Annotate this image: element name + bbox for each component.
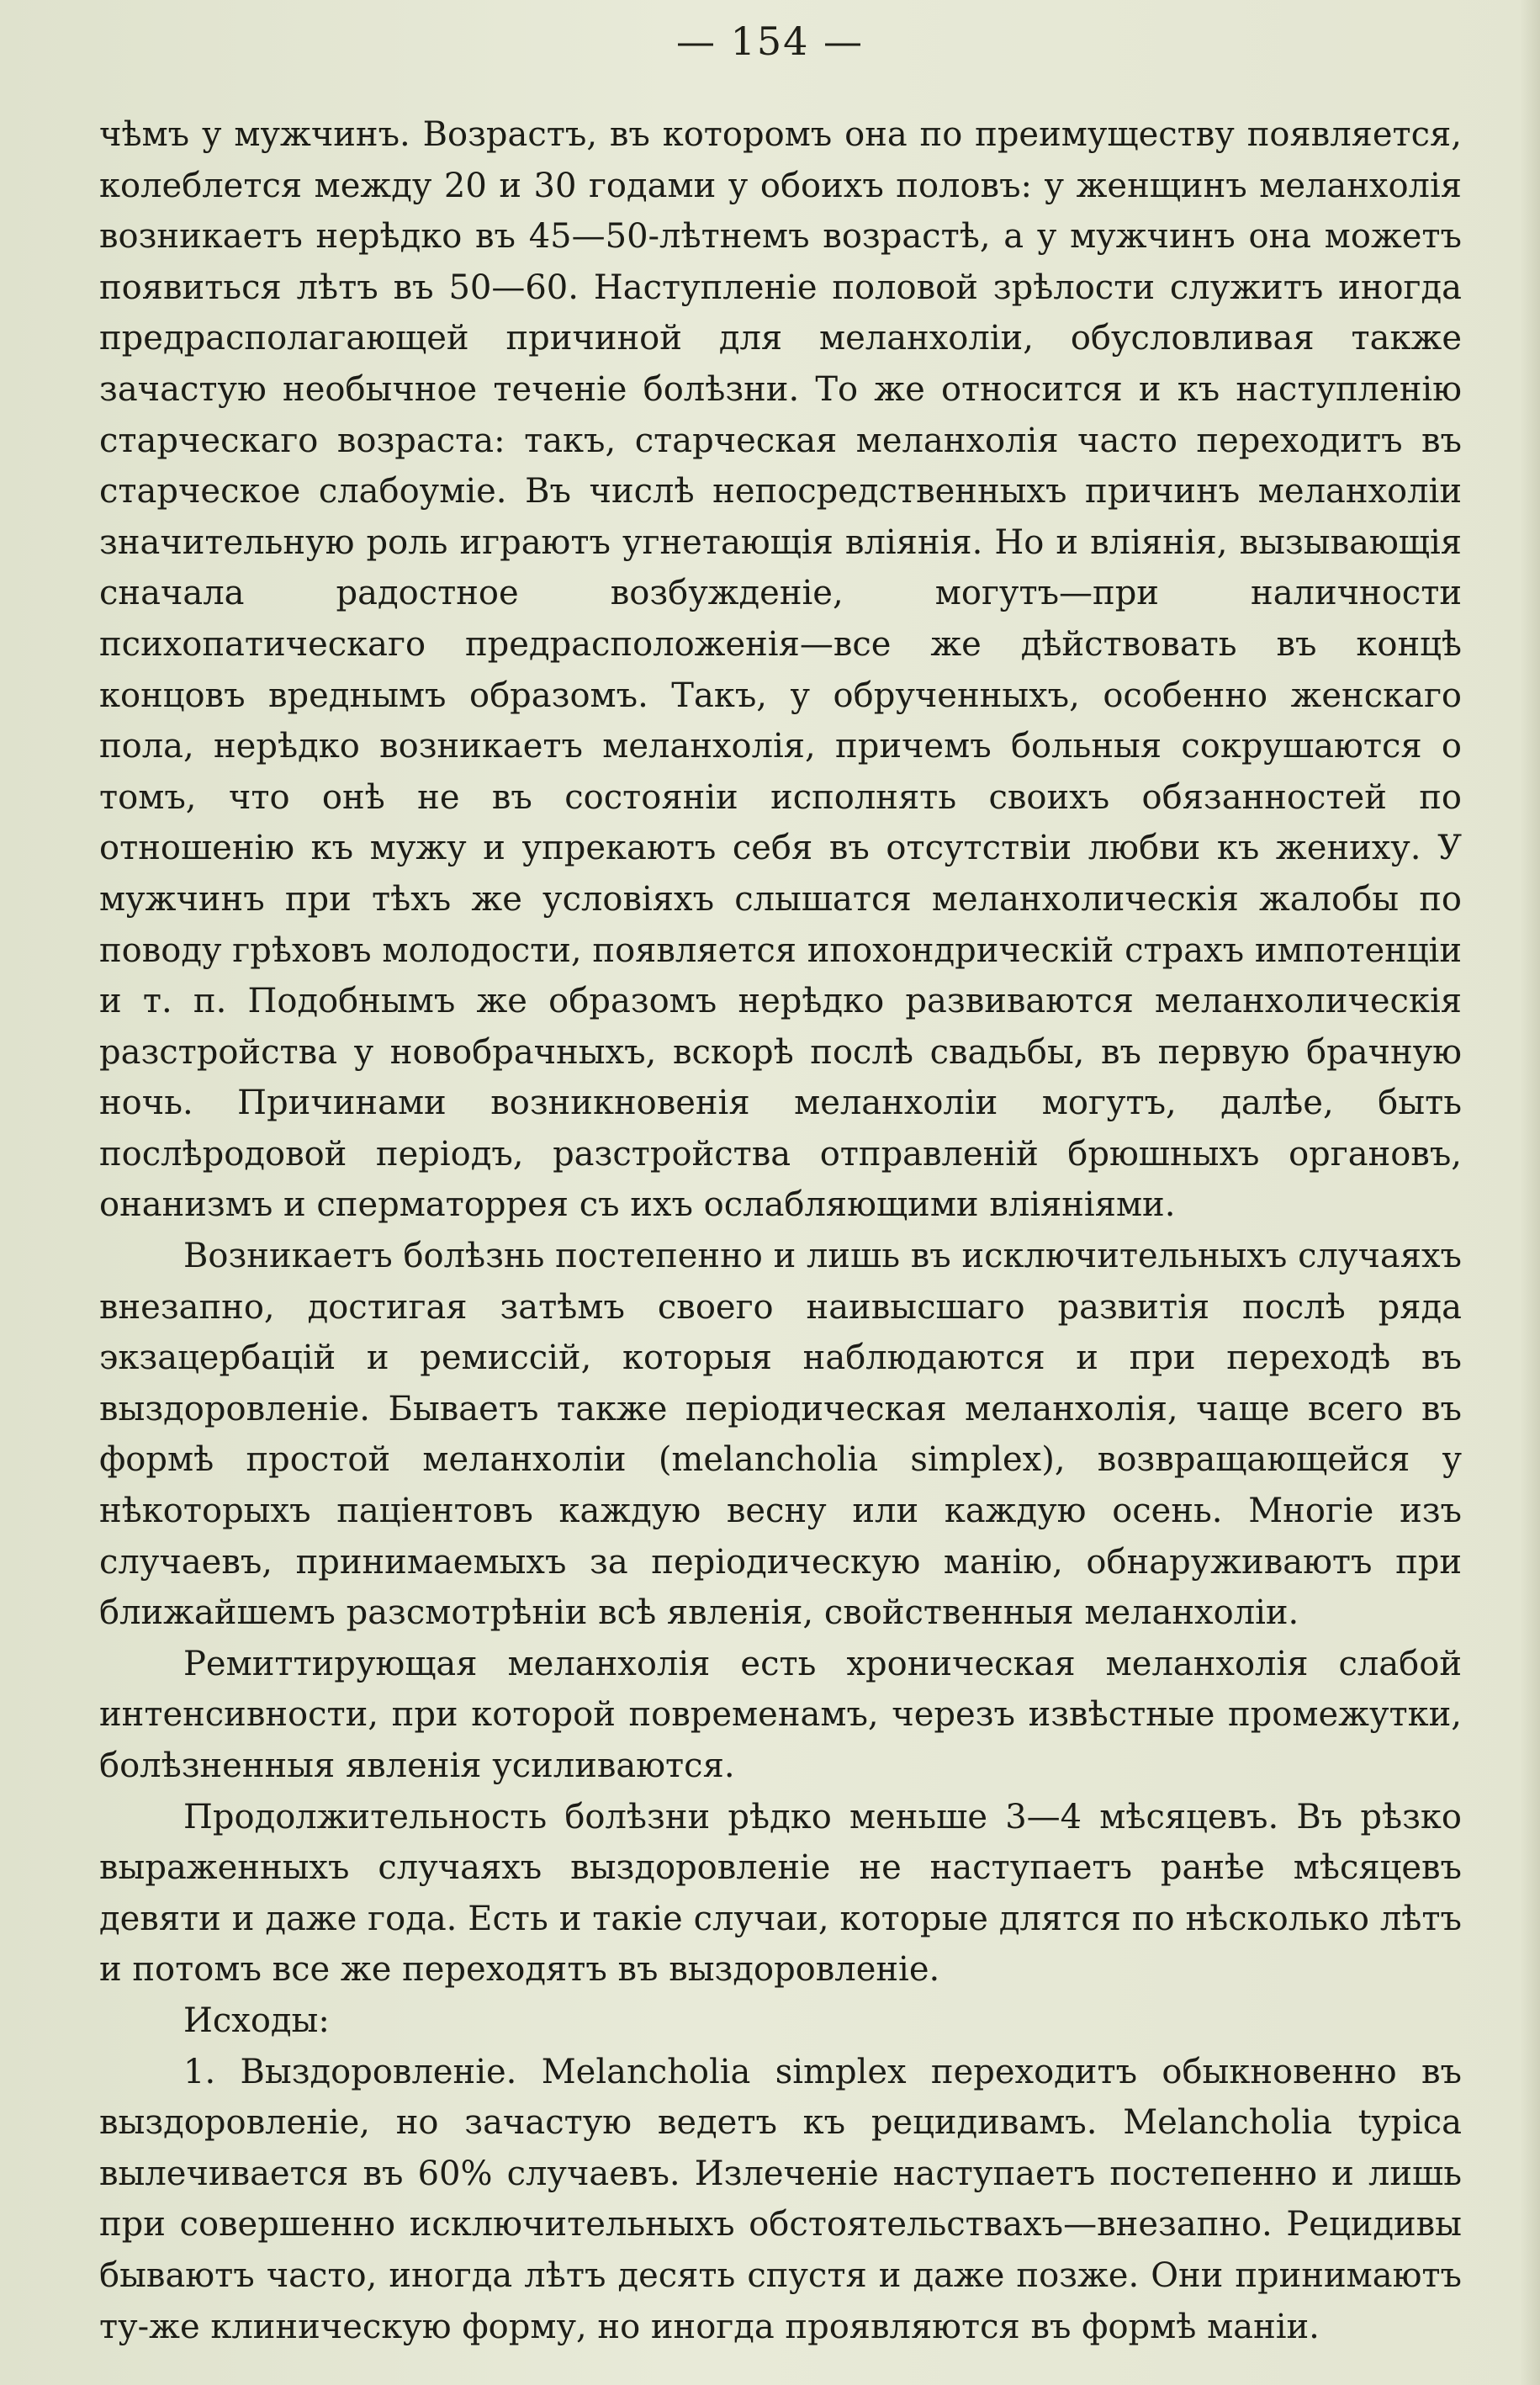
page-number: — 154 — [675, 19, 865, 64]
page-edge-shadow [1520, 0, 1540, 2385]
paragraph-duration: Продолжительность болѣзни рѣдко меньше 3—4 мѣсяцевъ. Въ рѣзко выраженныхъ случаяхъ выздоровленіе не наступаетъ ранѣе мѣсяцевъ девяти и даже года. Есть и такіе случаи, которые длятся по нѣсколько лѣтъ и потомъ все же переходятъ въ выздоровленіе. [99, 1797, 1462, 1990]
paragraph-recovery: 1. Выздоровленіе. Melancholia simplex переходитъ обыкновенно въ выздоровленіе, но зачастую ведетъ къ рецидивамъ. Melancholia typica вылечивается въ 60% случаевъ. Излеченіе наступаетъ постепенно и лишь при совершенно исключительныхъ обстоятельствахъ—внезапно. Рецидивы бываютъ часто, иногда лѣтъ десять спустя и даже позже. Они принимаютъ ту-же клиническую форму, но иногда проявляются въ формѣ маніи. [99, 2052, 1462, 2346]
paragraph-causes: чѣмъ у мужчинъ. Возрастъ, въ которомъ она по преимуществу появляется, колеблется между 20 и 30 годами у обоихъ половъ: у женщинъ меланхолія возникаетъ нерѣдко въ 45—50-лѣтнемъ возрастѣ, а у мужчинъ она можетъ появиться лѣтъ въ 50—60. Наступленіе половой зрѣлости служитъ иногда предрасполагающей причиной для меланхоліи, обусловливая также зачастую необычное теченіе болѣзни. То же относится и къ наступленію старческаго возраста: такъ, старческая меланхолія часто переходитъ въ старческое слабоуміе. Въ числѣ непосредственныхъ причинъ меланхоліи значительную роль играютъ угнетающія вліянія. Но и вліянія, вызывающія сначала радостное возбужденіе, могутъ—при наличности психопатическаго предрасположенія—все же дѣйствовать въ концѣ концовъ вреднымъ образомъ. Такъ, у обрученныхъ, особенно женскаго пола, нерѣдко возникаетъ меланхолія, причемъ больныя сокрушаются о томъ, что онѣ не въ состояніи исполнять своихъ обязанностей по отношенію къ мужу и упрекаютъ себя въ отсутствіи любви къ жениху. У мужчинъ при тѣхъ же условіяхъ слышатся меланхолическія жалобы по поводу грѣховъ молодости, появляется ипохондрическій страхъ импотенціи и т. п. Подобнымъ же образомъ нерѣдко развиваются меланхолическія разстройства у новобрачныхъ, вскорѣ послѣ свадьбы, въ первую брачную ночь. Причинами возникновенія меланхоліи могутъ, далѣе, быть послѣродовой періодъ, разстройства отправленій брюшныхъ органовъ, онанизмъ и сперматоррея съ ихъ ослабляющими вліяніями. [99, 115, 1462, 1225]
paragraph-remitting: Ремиттирующая меланхолія есть хроническая меланхолія слабой интенсивности, при которой повременамъ, черезъ извѣстные промежутки, болѣзненныя явленія усиливаются. [99, 1644, 1462, 1785]
paragraph-onset: Возникаетъ болѣзнь постепенно и лишь въ исключительныхъ случаяхъ внезапно, достигая затѣмъ своего наивысшаго развитія послѣ ряда экзацербацій и ремиссій, которыя наблюдаются и при переходѣ въ выздоровленіе. Бываетъ также періодическая меланхолія, чаще всего въ формѣ простой меланхоліи (melancholia simplex), возвращающейся у нѣкоторыхъ паціентовъ каждую весну или каждую осень. Многіе изъ случаевъ, принимаемыхъ за періодическую манію, обнаруживаютъ при ближайшемъ разсмотрѣніи всѣ явленія, свойственныя меланхоліи. [99, 1237, 1462, 1633]
heading-outcomes: Исходы: [183, 2001, 330, 2040]
body-text [99, 109, 1462, 2352]
